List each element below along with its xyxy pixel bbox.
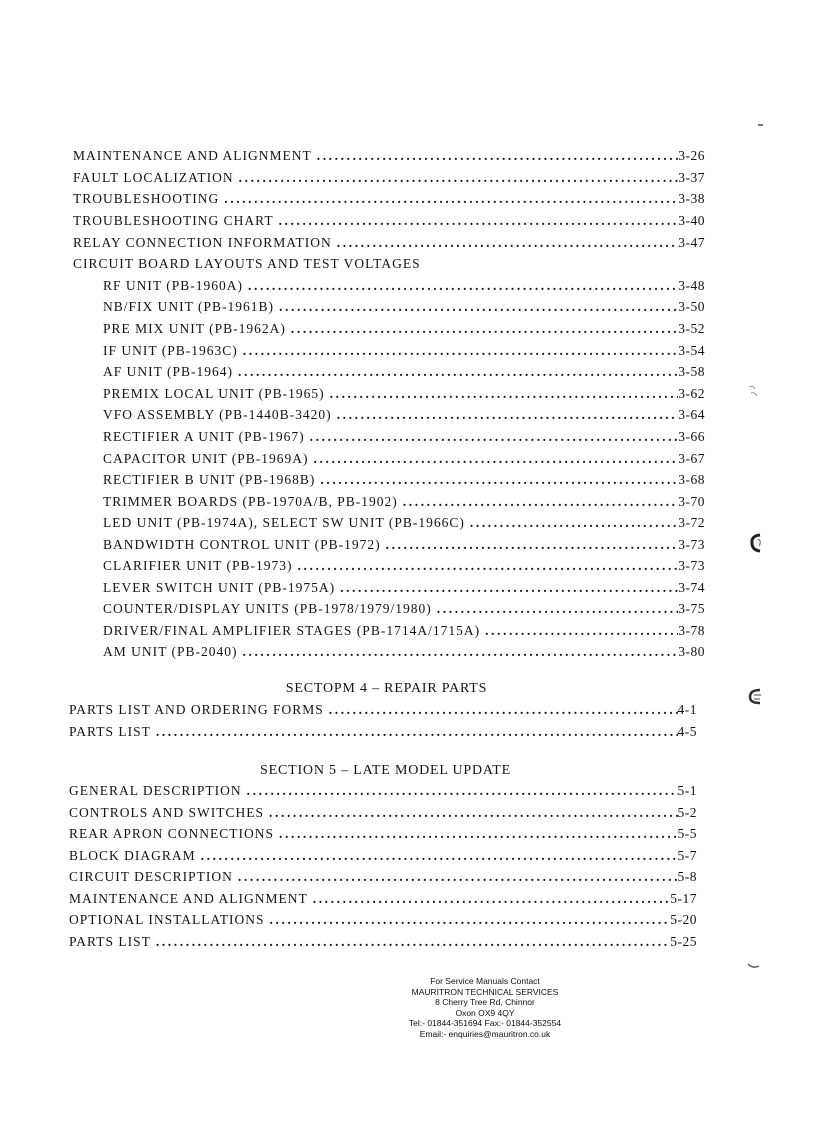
toc-subentry	[103, 278, 705, 297]
leader-dots	[381, 537, 679, 553]
toc-entry-title: REAR APRON CONNECTIONS	[69, 826, 275, 841]
leader-dots	[233, 364, 678, 380]
toc-entry-title: OPTIONAL INSTALLATIONS	[69, 912, 265, 927]
toc-subentry	[103, 472, 705, 491]
scan-speck	[758, 124, 763, 126]
toc-entry-title: CAPACITOR UNIT (PB-1969A)	[103, 451, 309, 466]
leader-dots	[305, 429, 679, 445]
toc-subentry	[103, 343, 705, 362]
leader-dots	[274, 826, 677, 842]
toc-entry-page: 3-75	[678, 601, 705, 616]
toc-entry-page: 3-66	[678, 429, 705, 444]
leader-dots	[332, 235, 678, 251]
toc-entry-page: 5-20	[670, 912, 697, 927]
toc-entry-page: 3-78	[678, 623, 705, 638]
contact-phone: Tel:- 01844-351694 Fax:- 01844-352554	[408, 1018, 562, 1028]
leader-dots	[432, 601, 678, 617]
toc-entry-title: PARTS LIST	[69, 934, 151, 949]
leader-dots	[238, 343, 678, 359]
toc-subentry	[103, 580, 705, 599]
toc-entry-page: 3-40	[678, 213, 705, 228]
toc-entry-title: PREMIX LOCAL UNIT (PB-1965)	[103, 386, 325, 401]
toc-entry-page: 3-58	[678, 364, 705, 379]
toc-entry	[73, 170, 705, 189]
leader-dots	[312, 148, 679, 164]
toc-entry-page: 3-62	[678, 386, 705, 401]
leader-dots	[274, 299, 678, 315]
toc-entry-page: 3-38	[678, 191, 705, 206]
toc-entry-title: VFO ASSEMBLY (PB-1440B-3420)	[103, 407, 332, 422]
leader-dots	[324, 702, 678, 718]
toc-entry	[69, 848, 697, 867]
toc-entry-title: PRE MIX UNIT (PB-1962A)	[103, 321, 286, 336]
leader-dots	[309, 451, 679, 467]
toc-entry-title: TROUBLESHOOTING	[73, 191, 220, 206]
toc-subentry	[103, 558, 705, 577]
section-4-heading: SECTOPM 4 – REPAIR PARTS	[285, 681, 488, 696]
toc-entry	[69, 912, 697, 931]
toc-entry-title: MAINTENANCE AND ALIGNMENT	[73, 148, 312, 163]
leader-dots	[286, 321, 678, 337]
toc-entry-title: AM UNIT (PB-2040)	[103, 644, 238, 659]
leader-dots	[308, 891, 671, 907]
toc-entry	[69, 783, 697, 802]
toc-subentry	[103, 515, 705, 534]
toc-entry-page: 3-68	[678, 472, 705, 487]
toc-entry-page: 3-54	[678, 343, 705, 358]
toc-entry-title: RECTIFIER B UNIT (PB-1968B)	[103, 472, 316, 487]
toc-entry-title: TRIMMER BOARDS (PB-1970A/B, PB-1902)	[103, 494, 398, 509]
toc-entry-page: 3-74	[678, 580, 705, 595]
binder-hole-mark	[746, 384, 760, 400]
toc-entry-page: 5-8	[677, 869, 697, 884]
toc-entry	[73, 148, 705, 167]
toc-entry-page: 5-7	[677, 848, 697, 863]
toc-subentry	[103, 386, 705, 405]
toc-entry-page: 4-5	[677, 724, 697, 739]
section-5-heading: SECTION 5 – LATE MODEL UPDATE	[260, 763, 511, 778]
toc-subentry	[103, 537, 705, 556]
toc-entry	[69, 934, 697, 953]
toc-entry	[69, 702, 697, 721]
toc-subentry	[103, 451, 705, 470]
toc-entry-page: 3-50	[678, 299, 705, 314]
contact-line: 8 Cherry Tree Rd, Chinnor	[435, 997, 535, 1007]
leader-dots	[219, 191, 678, 207]
leader-dots	[335, 580, 678, 596]
toc-entry-title: NB/FIX UNIT (PB-1961B)	[103, 299, 275, 314]
toc-subentry	[103, 623, 705, 642]
leader-dots	[238, 644, 679, 660]
toc-subentry	[103, 601, 705, 620]
toc-entry-title: BLOCK DIAGRAM	[69, 848, 196, 863]
toc-entry-page: 3-64	[678, 407, 705, 422]
toc-entry-title: AF UNIT (PB-1964)	[103, 364, 234, 379]
toc-entry-page: 3-72	[678, 515, 705, 530]
toc-subentry	[103, 321, 705, 340]
toc-entry-page: 3-48	[678, 278, 705, 293]
toc-entry	[69, 805, 697, 824]
toc-entry-page: 5-25	[670, 934, 697, 949]
leader-dots	[196, 848, 678, 864]
toc-subentry	[103, 364, 705, 383]
toc-entry-title: PARTS LIST AND ORDERING FORMS	[69, 702, 324, 717]
toc-entry-title: CIRCUIT DESCRIPTION	[69, 869, 233, 884]
toc-entry-title: DRIVER/FINAL AMPLIFIER STAGES (PB-1714A/1715A)	[103, 623, 481, 638]
leader-dots	[151, 934, 670, 950]
toc-entry-title: FAULT LOCALIZATION	[73, 170, 234, 185]
toc-entry-page: 5-2	[677, 805, 697, 820]
toc-entry-page: 3-73	[678, 558, 705, 573]
toc-entry-title: COUNTER/DISPLAY UNITS (PB-1978/1979/1980)	[103, 601, 432, 616]
binder-hole-mark	[748, 532, 766, 554]
contact-line: Oxon OX9 4QY	[455, 1007, 515, 1018]
leader-dots	[274, 213, 679, 229]
toc-entry-title: PARTS LIST	[69, 724, 151, 739]
leader-dots	[332, 407, 679, 423]
contact-line: For Service Manuals Contact	[430, 976, 540, 986]
toc-entry	[69, 826, 697, 845]
toc-entry-page: 3-73	[678, 537, 705, 552]
toc-entry-page: 3-47	[678, 235, 705, 250]
toc-group-heading	[73, 256, 705, 275]
binder-hole-mark	[746, 686, 766, 708]
leader-dots	[480, 623, 678, 639]
toc-subentry	[103, 299, 705, 318]
toc-entry	[69, 869, 697, 888]
toc-entry-title: GENERAL DESCRIPTION	[69, 783, 242, 798]
leader-dots	[243, 278, 678, 294]
contact-company: MAURITRON TECHNICAL SERVICES	[411, 986, 559, 997]
leader-dots	[233, 869, 678, 885]
service-contact-stamp	[395, 976, 575, 1039]
scan-speck	[747, 962, 761, 970]
toc-entry-title: LED UNIT (PB-1974A), SELECT SW UNIT (PB-1966C)	[103, 515, 465, 530]
leader-dots	[234, 170, 679, 186]
toc-subentry	[103, 644, 705, 663]
leader-dots	[315, 472, 678, 488]
toc-entry-title: CONTROLS AND SWITCHES	[69, 805, 265, 820]
toc-entry-page: 5-17	[670, 891, 697, 906]
toc-entry	[69, 891, 697, 910]
leader-dots	[264, 805, 677, 821]
toc-entry-page: 5-1	[677, 783, 697, 798]
toc-subentry	[103, 494, 705, 513]
toc-entry	[73, 213, 705, 232]
leader-dots	[325, 386, 679, 402]
toc-entry-title: LEVER SWITCH UNIT (PB-1975A)	[103, 580, 336, 595]
toc-entry	[69, 724, 697, 743]
toc-entry-title: MAINTENANCE AND ALIGNMENT	[69, 891, 308, 906]
leader-dots	[465, 515, 678, 531]
toc-entry-page: 3-37	[678, 170, 705, 185]
toc-entry-page: 5-5	[677, 826, 697, 841]
toc-entry-title: RELAY CONNECTION INFORMATION	[73, 235, 332, 250]
toc-entry-title: RECTIFIER A UNIT (PB-1967)	[103, 429, 305, 444]
contact-email: Email:- enquiries@mauritron.co.uk	[419, 1028, 551, 1039]
toc-subentry	[103, 429, 705, 448]
toc-entry-page: 3-26	[678, 148, 705, 163]
leader-dots	[293, 558, 679, 574]
toc-entry	[73, 235, 705, 254]
leader-dots	[242, 783, 678, 799]
toc-entry-title: TROUBLESHOOTING CHART	[73, 213, 274, 228]
leader-dots	[151, 724, 678, 740]
leader-dots	[265, 912, 671, 928]
leader-dots	[398, 494, 678, 510]
toc-entry-page: 3-70	[678, 494, 705, 509]
toc-entry-page: 3-52	[678, 321, 705, 336]
toc-entry-title: IF UNIT (PB-1963C)	[103, 343, 238, 358]
toc-entry	[73, 191, 705, 210]
toc-entry-page: 3-80	[678, 644, 705, 659]
toc-entry-title: CIRCUIT BOARD LAYOUTS AND TEST VOLTAGES	[73, 256, 421, 271]
toc-entry-page: 4-1	[677, 702, 697, 717]
toc-entry-title: BANDWIDTH CONTROL UNIT (PB-1972)	[103, 537, 381, 552]
toc-subentry	[103, 407, 705, 426]
toc-entry-page: 3-67	[678, 451, 705, 466]
toc-entry-title: RF UNIT (PB-1960A)	[103, 278, 244, 293]
toc-entry-title: CLARIFIER UNIT (PB-1973)	[103, 558, 293, 573]
